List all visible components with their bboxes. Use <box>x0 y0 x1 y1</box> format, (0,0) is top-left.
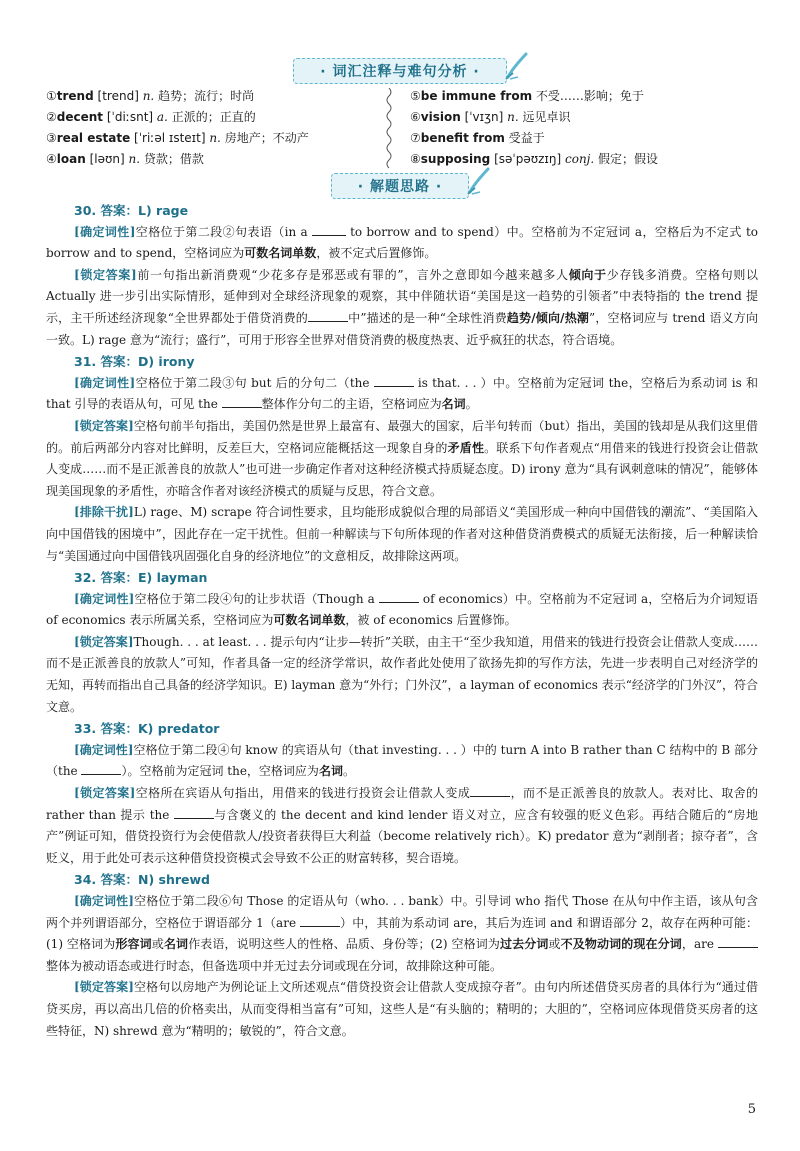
vocab-item: ⑧supposing [səˈpəʊzɪŋ] conj. 假定；假设 <box>410 152 659 166</box>
answer-heading: 33. 答案：K) predator <box>74 721 220 737</box>
paragraph: [确定词性]空格位于第二段④句 know 的宾语从句（that investing. . . ）中的 turn A into B rather than C 结构中的 B 部分（the ）。空格前为定冠词 the，空格词应为名词。 <box>46 742 758 779</box>
answer-heading: 32. 答案：E) layman <box>74 570 208 586</box>
vocab-item: ④loan [ləʊn] n. 贷款；借款 <box>46 152 204 166</box>
paragraph: [锁定答案]空格句以房地产为例论证上文所述观点“借贷投资会让借款人变成掠夺者”。由句内所述借贷买房者的具体行为“通过借贷买房，再以高出几倍的价格卖出，从而变得相当富有”可知，这些人是“有头脑的；精明的；大胆的”，空格词应体现借贷买房者的这些特征，N) shrewd 意为“精明的；敏锐的”，符合文意。 <box>46 980 758 1038</box>
solution-banner-title: 解题思路 <box>370 179 430 195</box>
vocab-banner-title: 词汇注释与难句分析 <box>332 64 468 80</box>
vocab-item: ⑥vision [ˈvɪʒn] n. 远见卓识 <box>410 110 571 124</box>
vocab-item: ⑦benefit from 受益于 <box>410 131 545 145</box>
solution-banner: · 解题思路 · <box>0 173 800 199</box>
answer-heading: 31. 答案：D) irony <box>74 354 195 370</box>
paragraph: [排除干扰]L) rage、M) scrape 符合词性要求，且均能形成貌似合理的局部语义“美国形成一种向中国借钱的潮流”、“美国陷入向中国借钱的困境中”，因此存在一定干扰性。但前一种解读与下句所体现的作者对这种借贷消费模式的质疑无法衔接，后一种解读恰与“美国通过向中国借钱巩固强化自身的经济地位”的文意相反，故排除这两项。 <box>46 505 759 563</box>
vocab-right-column <box>410 86 750 170</box>
paragraph: [确定词性]空格位于第二段②句表语（in a to borrow and to spend）中。空格前为不定冠词 a，空格后为不定式 to borrow and to spend，空格词应为可数名词单数，被不定式后置修饰。 <box>46 224 758 261</box>
paragraph: [确定词性]空格位于第二段③句 but 后的分句二（the is that. . . ）中。空格前为定冠词 the，空格后为系动词 is 和 that 引导的表语从句，可见 the 整体作分句二的主语，空格词应为名词。 <box>46 375 758 412</box>
vocab-item: ③real estate [ˈriːəl ɪsteɪt] n. 房地产；不动产 <box>46 131 309 145</box>
brush-icon <box>466 166 492 196</box>
solution-content <box>46 200 758 1042</box>
vocab-left-column <box>46 86 386 170</box>
paragraph: [锁定答案]Though. . . at least. . . 提示句内“让步—转折”关联，由主干“至少我知道，用借来的钱进行投资会让借款人变成……而不是正派善良的放款人”可知，作者具备一定的经济学常识，故作者此处使用了欲扬先抑的写作方法，先进一步表明自己对经济学的无知，再转而指出自己具备的经济学知识。E) layman 意为“外行；门外汉”，a layman of economics 表示“经济学的门外汉”，符合文意。 <box>46 634 758 714</box>
paragraph: [锁定答案]空格句前半句指出，美国仍然是世界上最富有、最强大的国家，后半句转而（but）指出，美国的钱却是从我们这里借的。前后两部分内容对比鲜明，反差巨大，空格词应能概括这一现象自身的矛盾性。联系下句作者观点“用借来的钱进行投资会让借款人变成……而不是正派善良的放款人”也可进一步确定作者对这种经济模式持质疑态度。D) irony 意为“具有讽刺意味的情况”，能够体现美国现象的矛盾性，亦暗含作者对该经济模式的质疑与反思，符合文意。 <box>46 418 758 498</box>
vocab-item: ①trend [trend] n. 趋势；流行；时尚 <box>46 89 255 103</box>
paragraph: [锁定答案]空格所在宾语从句指出，用借来的钱进行投资会让借款人变成 ，而不是正派善良的放款人。表对比、取舍的 rather than 提示 the 与含褒义的 the decent and kind lender 语义对立，应含有较强的贬义色彩。再结合随后的“房地产”例证可知，借贷投资行为会使借款人/投资者获得巨大利益（become relatively rich）。K) predator 意为“剥削者；掠夺者”，含贬义，用于此处可表示这种借贷投资模式会导致不公正的财富转移，契合语境。 <box>46 786 759 865</box>
vocab-item: ②decent [ˈdiːsnt] a. 正派的；正直的 <box>46 110 256 124</box>
vocab-banner: · 词汇注释与难句分析 · <box>0 58 800 84</box>
page-number: 5 <box>747 1102 756 1117</box>
spiral-divider-icon <box>384 88 394 172</box>
answer-heading: 34. 答案：N) shrewd <box>74 872 210 888</box>
paragraph: [确定词性]空格位于第二段⑥句 Those 的定语从句（who. . . bank）中。引导词 who 指代 Those 在从句中作主语，该从句含两个并列谓语部分，空格位于谓语部分 1（are ）中，其前为系动词 are，其后为连词 and 和谓语部分 2，故存在两种可能：(1) 空格词为形容词或名词作表语，说明这些人的性格、品质、身份等；(2) 空格词为过去分词或不及物动词的现在分词，are 整体为被动语态或进行时态，但备选项中并无过去分词或现在分词，故排除这种可能。 <box>46 894 759 973</box>
brush-icon <box>504 51 530 81</box>
paragraph: [锁定答案]前一句指出新消费观“少花多存是邪恶或有罪的”，言外之意即如今越来越多人倾向于少存钱多消费。空格句则以 Actually 进一步引出实际情形，延伸到对全球经济现象的观察，其中伴随状语“美国是这一趋势的引领者”中表特指的 the trend 提示，主干所述经济现象“全世界都处于借贷消费的 中”描述的是一种“全球性消费趋势/倾向/热潮”，空格词应与 trend 语义方向一致。L) rage 意为“流行；盛行”，可用于形容全世界对借贷消费的极度热衷、近乎疯狂的状态，符合语境。 <box>46 267 758 347</box>
answer-heading: 30. 答案：L) rage <box>74 203 189 218</box>
paragraph: [确定词性]空格位于第二段④句的让步状语（Though a of economics）中。空格前为不定冠词 a，空格后为介词短语 of economics 表示所属关系，空格词应为可数名词单数，被 of economics 后置修饰。 <box>46 591 758 628</box>
vocab-item: ⑤be immune from 不受……影响；免于 <box>410 89 644 103</box>
